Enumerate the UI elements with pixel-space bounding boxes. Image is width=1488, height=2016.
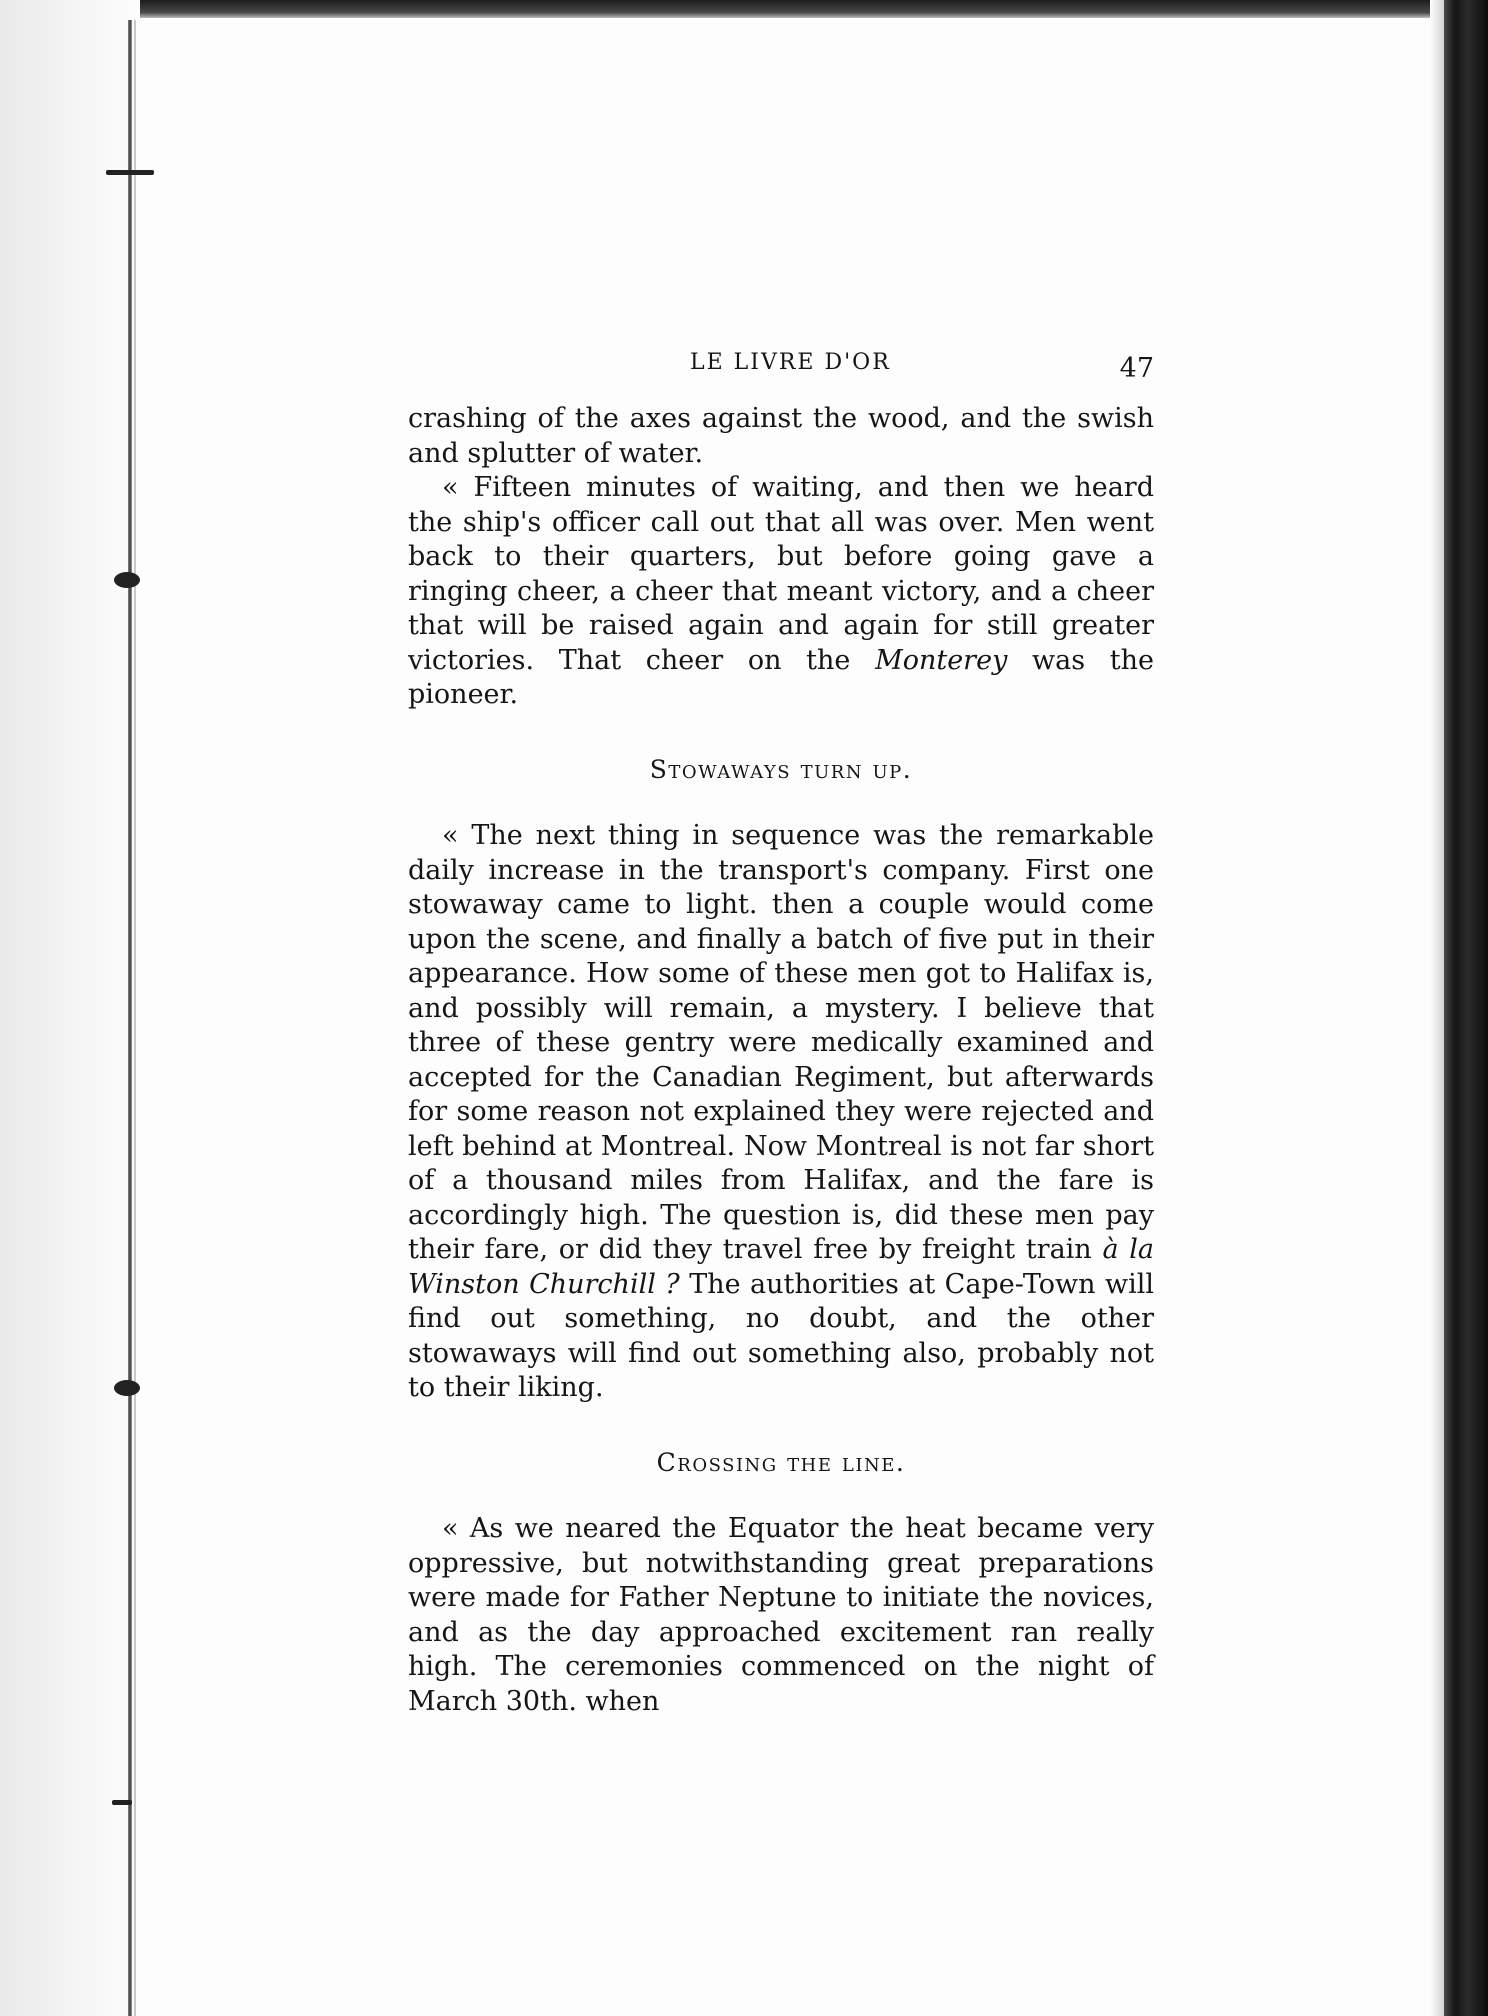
paragraph xyxy=(408,402,1154,471)
binding-gutter xyxy=(0,0,140,2016)
binding-stitch xyxy=(112,1800,132,1805)
paragraph-text: The authorities at Cape-Town will find out something, no doubt, and the other stowaways will find out something also, probably not to their liking. xyxy=(408,1268,1154,1403)
page-number: 47 xyxy=(1119,353,1154,384)
paragraph xyxy=(408,819,1154,1406)
binding-knot xyxy=(114,572,140,588)
page-text xyxy=(408,346,1154,1719)
paragraph-text: « As we neared the Equator the heat became very oppressive, but notwithstanding great preparations were made for Father Neptune to initiate the novices, and as the day approached excitement ran really high. The ceremonies commenced on the night of March 30th. when xyxy=(408,1513,1154,1717)
paragraph-text: crashing of the axes against the wood, and the swish and splutter of water. xyxy=(408,403,1154,469)
top-page-edge xyxy=(0,0,1488,18)
italic-phrase: à la Winston Churchill ? xyxy=(408,1234,1154,1300)
ship-name: Monterey xyxy=(875,644,1008,676)
binding-stitch xyxy=(106,170,154,175)
binding-thread xyxy=(128,20,132,2016)
book-edge xyxy=(1444,0,1488,2016)
binding-thread-shadow xyxy=(134,20,136,2016)
right-page-shadow xyxy=(1430,0,1444,2016)
paragraph xyxy=(408,471,1154,713)
paragraph-text: was the pioneer. xyxy=(408,644,1154,710)
paragraph-text: « The next thing in sequence was the remarkable daily increase in the transport's company. First one stowaway came to light. then a couple would come upon the scene, and finally a batch of five put in their appearance. How some of these men got to Halifax is, and possibly will remain, a mystery. I believe that three of these gentry were medically examined and accepted for the Canadian Regiment, but afterwards for some reason not explained they were rejected and left behind at Montreal. Now Montreal is not far short of a thousand miles from Halifax, and the fare is accordingly high. The question is, did these men pay their fare, or did they travel free by freight train xyxy=(408,820,1154,1265)
section-heading: Stowaways turn up. xyxy=(649,754,913,784)
binding-knot xyxy=(114,1380,140,1396)
section-heading: Crossing the line. xyxy=(656,1447,906,1477)
paragraph-text: « Fifteen minutes of waiting, and then we heard the ship's officer call out that all was over. Men went back to their quarters, but before going gave a ringing cheer, a cheer that meant victory, and a cheer that will be raised again and again for still greater victories. That cheer on the xyxy=(408,472,1154,676)
running-head xyxy=(408,346,1154,402)
running-title: LE LIVRE D'OR xyxy=(690,350,891,375)
paragraph xyxy=(408,1512,1154,1719)
